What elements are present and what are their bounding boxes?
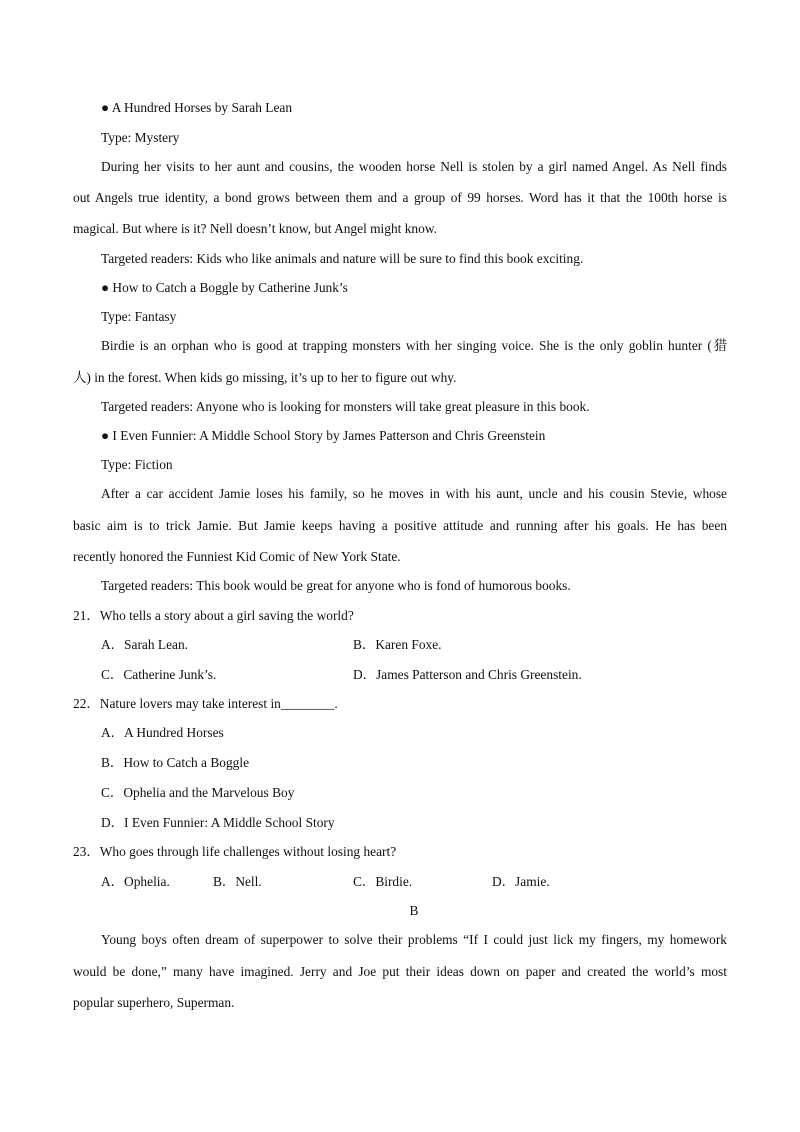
book3-desc-line3: recently honored the Funniest Kid Comic of New York State.: [73, 549, 401, 564]
book2-title: ● How to Catch a Boggle by Catherine Junk’s: [101, 280, 348, 295]
book1-readers: Targeted readers: Kids who like animals and nature will be sure to find this book exciting.: [101, 251, 584, 266]
question-23-option-d: D．Jamie.: [492, 874, 550, 889]
question-22-option-c: C．Ophelia and the Marvelous Boy: [101, 785, 295, 800]
question-22-option-d: D．I Even Funnier: A Middle School Story: [101, 815, 335, 830]
question-22-option-b: B．How to Catch a Boggle: [101, 755, 250, 770]
book2-type: Type: Fantasy: [101, 309, 177, 324]
book3-type: Type: Fiction: [101, 457, 173, 472]
book1-desc-line2: out Angels true identity, a bond grows between them and a group of 99 horses. Word has it that the 100th horse is: [73, 190, 727, 205]
question-21-option-a: A．Sarah Lean.: [101, 637, 189, 652]
book2-desc-line2: 人) in the forest. When kids go missing, it’s up to her to figure out why.: [73, 370, 457, 385]
book3-title: ● I Even Funnier: A Middle School Story by James Patterson and Chris Greenstein: [101, 428, 546, 443]
question-23-option-a: A．Ophelia.: [101, 874, 170, 889]
passage-b-line3: popular superhero, Superman.: [73, 995, 235, 1010]
question-21-option-b: B．Karen Foxe.: [353, 637, 442, 652]
section-b-heading: B: [409, 903, 419, 918]
question-22-stem: 22．Nature lovers may take interest in________.: [73, 696, 338, 711]
question-23-option-c: C．Birdie.: [353, 874, 413, 889]
question-22-option-a: A．A Hundred Horses: [101, 725, 224, 740]
book1-desc-line1: During her visits to her aunt and cousins, the wooden horse Nell is stolen by a girl named Angel. As Nell finds: [101, 159, 727, 174]
book3-desc-line1: After a car accident Jamie loses his family, so he moves in with his aunt, uncle and his cousin Stevie, whose: [101, 486, 727, 501]
question-23-option-b: B．Nell.: [213, 874, 262, 889]
question-23-stem: 23．Who goes through life challenges without losing heart?: [73, 844, 397, 859]
book2-readers: Targeted readers: Anyone who is looking for monsters will take great pleasure in this book.: [101, 399, 590, 414]
book1-title: ● A Hundred Horses by Sarah Lean: [101, 100, 293, 115]
question-21-option-d: D．James Patterson and Chris Greenstein.: [353, 667, 582, 682]
question-21-stem: 21．Who tells a story about a girl saving the world?: [73, 608, 354, 623]
passage-b-line1: Young boys often dream of superpower to solve their problems “If I could just lick my fingers, my homework: [101, 932, 727, 947]
book3-desc-line2: basic aim is to trick Jamie. But Jamie keeps having a positive attitude and running after his goals. He has been: [73, 518, 727, 533]
book3-readers: Targeted readers: This book would be great for anyone who is fond of humorous books.: [101, 578, 571, 593]
book1-desc-line3: magical. But where is it? Nell doesn’t know, but Angel might know.: [73, 221, 437, 236]
book1-type: Type: Mystery: [101, 130, 180, 145]
question-21-option-c: C．Catherine Junk’s.: [101, 667, 217, 682]
book2-desc-line1: Birdie is an orphan who is good at trapping monsters with her singing voice. She is the only goblin hunter (猎: [101, 338, 727, 353]
passage-b-line2: would be done,” many have imagined. Jerry and Joe put their ideas down on paper and created the world’s most: [73, 964, 727, 979]
